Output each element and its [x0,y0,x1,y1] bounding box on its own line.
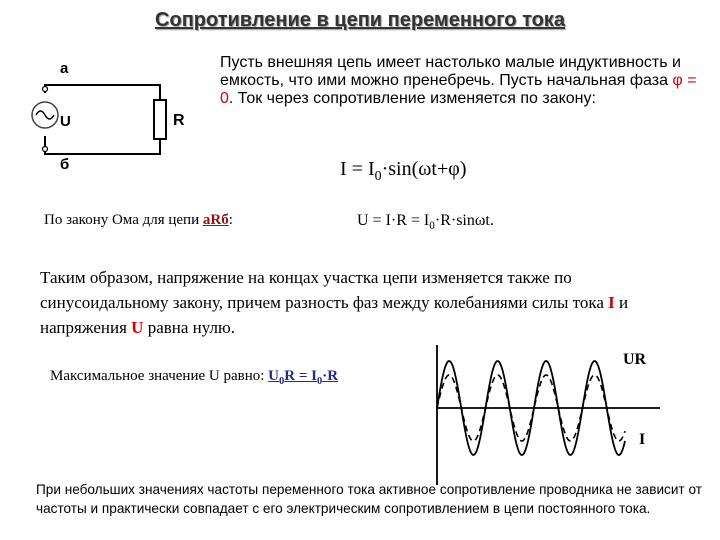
voltage-formula-part1: U = I·R = I [357,212,430,229]
intro-text-before: Пусть внешняя цепь имеет настолько малые индуктивность и емкость, что ими можно пренебречь. Пусть начальная фаза [220,54,681,89]
max-u-symbol: U [268,368,280,384]
bottom-paragraph: При небольших значениях частоты переменного тока активное сопротивление проводника не зависит от частоты и практически совпадает с его электрическим сопротивлением в цепи постоянного тока. [36,482,702,516]
initial-phase: φ = 0 [220,72,697,107]
circuit-label-a: а [60,60,69,77]
circuit-name: aRб [202,212,229,228]
max-value-line [50,368,338,387]
voltage-formula-part2: ·R·sinωt. [434,212,494,229]
page-title: Сопротивление в цепи переменного тока [155,9,565,31]
circuit-wire-top [45,85,160,100]
current-formula [340,158,466,185]
max-value-text: Максимальное значение U равно: [50,368,269,384]
waveform-graph [425,345,665,485]
max-u-rest: R = I [284,368,317,384]
current-formula-rhs: ·sin(ωt+φ) [381,158,467,180]
ohm-colon: : [228,212,233,228]
conclusion-paragraph [40,265,700,340]
ohm-law-text: По закону Ома для цепи [44,212,203,228]
max-i-rest: ·R [322,368,339,384]
current-formula-lhs: I = I [340,158,375,180]
max-value-formula [268,368,339,387]
circuit-label-r: R [173,112,185,129]
max-u-sub: 0 [279,376,285,387]
current-formula-sub: 0 [374,169,382,184]
conclusion-text-1: Таким образом, напряжение на концах участка цепи изменяется также по синусоидальному закону, причем разность фаз между колебаниями силы тока [40,268,609,312]
graph-label-ur: UR [623,351,647,368]
max-i-sub: 0 [316,376,323,387]
ohm-law-line [44,212,233,229]
current-symbol: I [608,293,615,312]
resistor [154,100,166,139]
circuit-wire-bottom [45,136,160,154]
graph-label-i: I [639,431,646,448]
circuit-label-u: U [60,113,71,130]
terminal-a [43,87,48,92]
intro-paragraph [220,54,700,108]
conclusion-text-2: и напряжения [40,293,629,337]
voltage-formula [357,212,494,232]
circuit-label-b: б [60,156,70,173]
conclusion-text-3: равна нулю. [143,318,235,337]
voltage-formula-sub: 0 [429,220,435,233]
circuit-diagram [20,55,210,175]
terminal-b [43,147,48,152]
intro-text-after: . Ток через сопротивление изменяется по закону: [228,90,596,107]
voltage-symbol: U [131,318,144,337]
